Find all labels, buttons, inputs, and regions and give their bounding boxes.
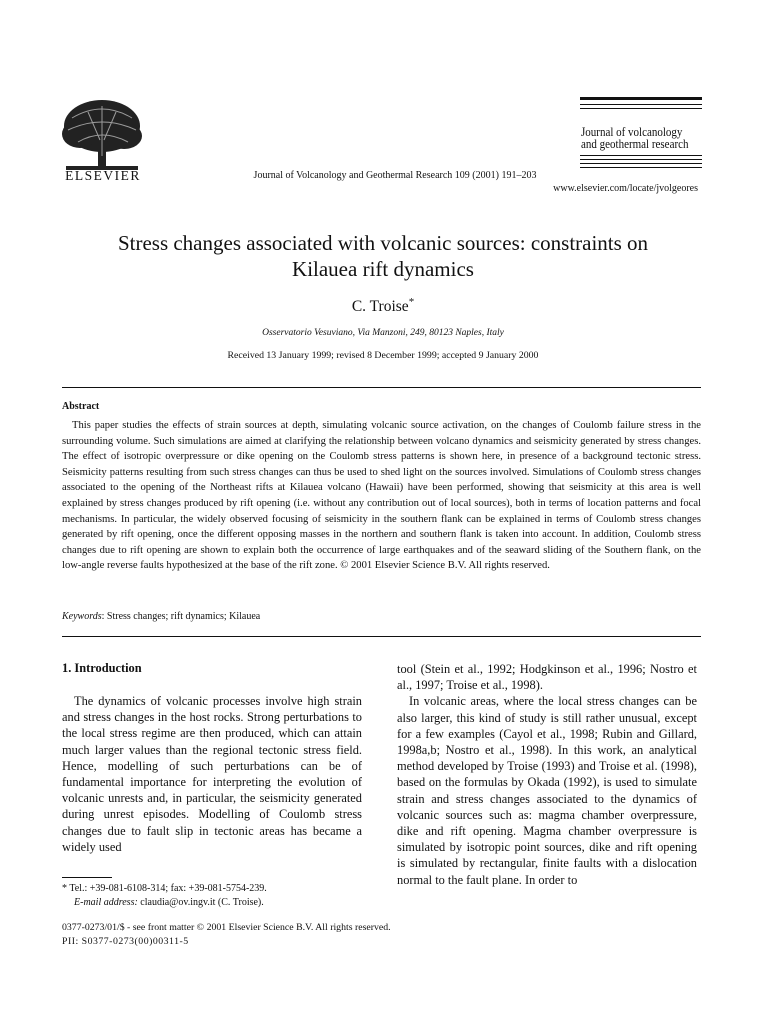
masthead-rule <box>580 97 702 100</box>
section-divider <box>62 636 701 637</box>
section-heading: 1. Introduction <box>62 661 142 675</box>
masthead-rule <box>580 108 702 109</box>
title-line: Kilauea rift dynamics <box>292 257 474 281</box>
pii-line: PII: S0377-0273(00)00311-5 <box>62 936 189 947</box>
keywords <box>62 611 260 622</box>
email-line <box>62 896 267 910</box>
masthead-rule <box>580 159 702 160</box>
masthead-rule <box>580 163 702 164</box>
right-column <box>397 661 697 888</box>
left-column <box>62 693 362 855</box>
section-divider <box>62 387 701 388</box>
email-value: claudia@ov.ingv.it (C. Troise). <box>137 897 264 908</box>
paragraph: The dynamics of volcanic processes involve high strain and stress changes in the host rocks. Strong perturbations to the local stress regime are then produced, which can attain much larger values than the regional tectonic stress field. Hence, modelling of such perturbations can be of fundamental importance for interpreting the evolution of volcanic unrests and, in particular, the seismicity generated during unrest episodes. Modelling of Coulomb stress changes due to fault slip in tectonic areas has became a widely used <box>62 694 362 854</box>
email-label: E-mail address: <box>74 897 138 908</box>
publisher-name: ELSEVIER <box>65 168 141 183</box>
journal-url: www.elsevier.com/locate/jvolgeores <box>553 183 698 194</box>
masthead-rule <box>580 167 702 168</box>
issn-line: 0377-0273/01/$ - see front matter © 2001 Elsevier Science B.V. All rights reserved. <box>62 922 391 933</box>
author-footnote-mark: * <box>408 296 415 308</box>
masthead-rule <box>580 104 702 105</box>
author-name: C. Troise <box>351 298 409 316</box>
abstract-text: This paper studies the effects of strain sources at depth, simulating volcanic source activation, on the changes of Coulomb failure stress in the surrounding volume. Such simulations are aimed at clarifying the relationship between volcano dynamics and seismicity generated by stress changes. The effect of isotropic overpressure or dike opening on the Coulomb stress patterns is shown here, in presence of a background tectonic stress. Seismicity patterns resulting from such stress changes can thus be used to shed light on the sources involved. Simulations of Coulomb stress changes associated to the opening of the Northeast rifts at Kilauea volcano (Hawaii) have been performed, showing that seismicity at this area is well explained by stress changes produced by rift opening (i.e. without any contribution out of local sources), both in terms of location patterns and focal mechanisms. In particular, the widely observed focusing of seismicity in the southern flank can be explained in terms of Coulomb stress changes generated by rift opening, once the different opposing masses in the northern and southern flank is taken into account. In addition, Coulomb stress changes due to rift opening are shown to explain both the occurrence of large earthquakes and of the seaward sliding of the Southern flank, on the low-angle reverse faults hypothesized at the base of the rift zone. © 2001 Elsevier Science B.V. All rights reserved. <box>62 420 701 572</box>
history-dates: Received 13 January 1999; revised 8 December 1999; accepted 9 January 2000 <box>227 350 539 361</box>
author-line <box>60 296 706 316</box>
paragraph: In volcanic areas, where the local stress changes can be also larger, this kind of study is still rather unusual, except for a few examples (Cayol et al., 1998; Rubin and Gillard, 1998a,b; Nostro et al., 1998). In this work, an analytical method developed by Troise (1993) and Troise et al. (1998), based on the formulas by Okada (1992), is used to simulate strain and stress changes associated to the dynamics of volcanic sources such as: magma chamber overpressure, dike and rift opening. Magma chamber overpressure is simulated by isotropic point sources, dike and rift opening is simulated by rectangular, finite faults with a dislocation normal to the fault plane. In order to <box>397 694 697 887</box>
masthead-rule <box>580 155 702 156</box>
title-line: Stress changes associated with volcanic sources: constraints on <box>117 231 649 255</box>
contact-line: * Tel.: +39-081-6108-314; fax: +39-081-5754-239. <box>62 883 267 894</box>
front-matter <box>62 921 391 949</box>
footnote-rule <box>62 877 112 878</box>
masthead-line: Journal of volcanology <box>581 125 683 139</box>
affiliation: Osservatorio Vesuviano, Via Manzoni, 249, 80123 Naples, Italy <box>262 328 504 338</box>
keywords-label: Keywords <box>62 611 102 622</box>
keywords-list: : Stress changes; rift dynamics; Kilauea <box>101 611 261 622</box>
paragraph: tool (Stein et al., 1992; Hodgkinson et al., 1996; Nostro et al., 1997; Troise et al., 1998). <box>397 662 697 693</box>
abstract-heading: Abstract <box>62 401 100 412</box>
journal-reference: Journal of Volcanology and Geothermal Research 109 (2001) 191–203 <box>253 170 537 181</box>
article-title <box>60 230 706 282</box>
journal-masthead <box>581 126 695 150</box>
footnote <box>62 882 267 910</box>
masthead-line: and geothermal research <box>581 137 689 151</box>
